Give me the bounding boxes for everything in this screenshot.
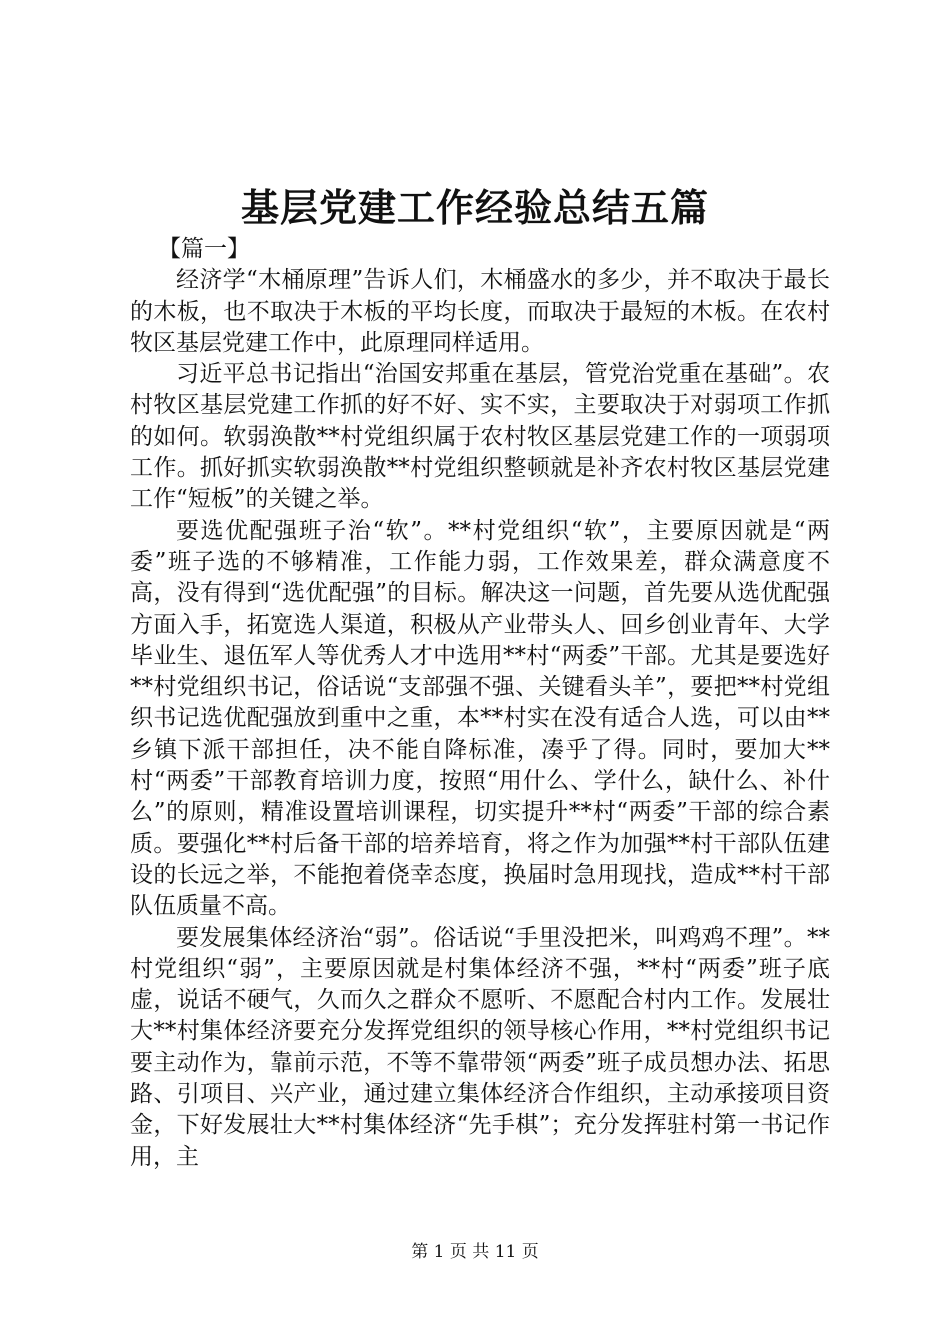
- document-body: [130, 234, 830, 1173]
- section-heading: 【篇一】: [158, 236, 250, 262]
- paragraph-1: 经济学“木桶原理”告诉人们，木桶盛水的多少，并不取决于最长的木板，也不取决于木板的平均长度，而取决于最短的木板。在农村牧区基层党建工作中，此原理同样适用。: [130, 267, 830, 356]
- paragraph-2: 习近平总书记指出“治国安邦重在基层，管党治党重在基础”。农村牧区基层党建工作抓的好不好、实不实，主要取决于对弱项工作抓的如何。软弱涣散**村党组织属于农村牧区基层党建工作的一项弱项工作。抓好抓实软弱涣散**村党组织整顿就是补齐农村牧区基层党建工作“短板”的关键之举。: [130, 361, 830, 513]
- document-title: 基层党建工作经验总结五篇: [240, 185, 709, 230]
- paragraph-3: 要选优配强班子治“软”。**村党组织“软”，主要原因就是“两委”班子选的不够精准，工作能力弱，工作效果差，群众满意度不高，没有得到“选优配强”的目标。解决这一问题，首先要从选优配强方面入手，拓宽选人渠道，积极从产业带头人、回乡创业青年、大学毕业生、退伍军人等优秀人才中选用**村“两委”干部。尤其是要选好**村党组织书记，俗话说“支部强不强、关键看头羊”，要把**村党组织书记选优配强放到重中之重，本**村实在没有适合人选，可以由**乡镇下派干部担任，决不能自降标准，凑乎了得。同时，要加大**村“两委”干部教育培训力度，按照“用什么、学什么，缺什么、补什么”的原则，精准设置培训课程，切实提升**村“两委”干部的综合素质。要强化**村后备干部的培养培育，将之作为加强**村干部队伍建设的长远之举，不能抱着侥幸态度，换届时急用现找，造成**村干部队伍质量不高。: [130, 517, 830, 920]
- page-footer: 第 1 页 共 11 页: [411, 1242, 539, 1262]
- paragraph-4: 要发展集体经济治“弱”。俗话说“手里没把米，叫鸡鸡不理”。**村党组织“弱”，主要原因就是村集体经济不强，**村“两委”班子底虚，说话不硬气，久而久之群众不愿听、不愿配合村内工作。发展壮大**村集体经济要充分发挥党组织的领导核心作用，**村党组织书记要主动作为，靠前示范，不等不靠带领“两委”班子成员想办法、拓思路、引项目、兴产业，通过建立集体经济合作组织，主动承接项目资金，下好发展壮大**村集体经济“先手棋”；充分发挥驻村第一书记作用，主: [130, 924, 830, 1170]
